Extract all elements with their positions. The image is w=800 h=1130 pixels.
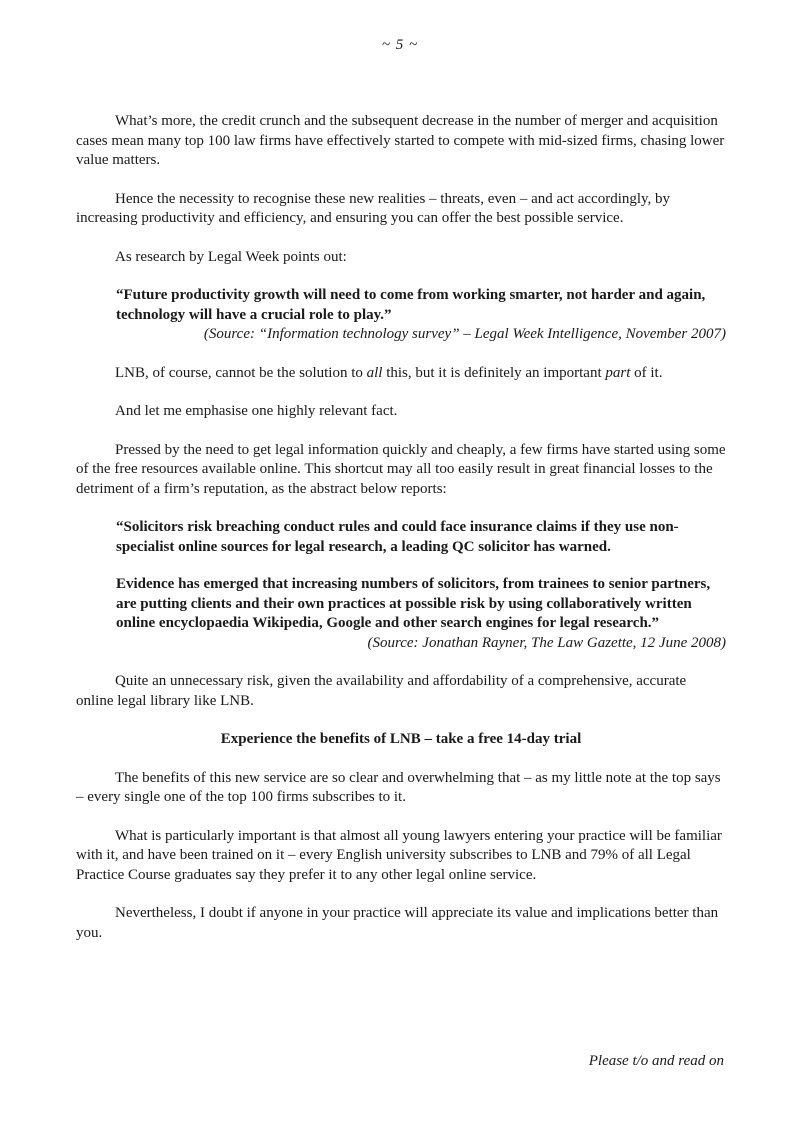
page-number: ~ 5 ~ [381,37,419,53]
quote-solicitors-risk: “Solicitors risk breaching conduct rules and could face insurance claims if they use non-specialist online sources for legal research, a leading QC solicitor has warned. [116,519,679,555]
paragraph-lnb-solution [76,364,726,384]
paragraph-free-resources: Pressed by the need to get legal information quickly and cheaply, a few firms have started using some of the free resources available online. This shortcut may all too easily result in great financial losses to the detriment of a firm’s reputation, as the abstract below reports: [76,441,726,497]
paragraph-nevertheless: Nevertheless, I doubt if anyone in your practice will appreciate its value and implications better than you. [76,905,719,941]
letter-body [76,112,726,962]
emphasis-all: all [366,364,383,381]
section-heading-free-trial: Experience the benefits of LNB – take a free 14-day trial [220,731,582,747]
paragraph-unnecessary-risk: Quite an unnecessary risk, given the availability and affordability of a comprehensive, accurate online legal library like LNB. [76,673,687,709]
paragraph-legal-week-intro: As research by Legal Week points out: [115,248,347,265]
text-segment: of it. [630,364,663,381]
text-segment: this, but it is definitely an important [382,364,606,381]
paragraph-new-realities: Hence the necessity to recognise these new realities – threats, even – and act accordingly, by increasing productivity and efficiency, and ensuring you can offer the best possible service. [76,190,671,226]
emphasis-part: part [605,364,631,381]
paragraph-credit-crunch: What’s more, the credit crunch and the subsequent decrease in the number of merger and acquisition cases mean many top 100 law firms have effectively started to compete with mid-sized firms, chasing lower value matters. [76,113,725,168]
quote-productivity: “Future productivity growth will need to come from working smarter, not harder and again, technology will have a crucial role to play.” [116,287,706,323]
paragraph-young-lawyers: What is particularly important is that almost all young lawyers entering your practice will be familiar with it, and have been trained on it – every English university subscribes to LNB and 79% of all Legal Practice Course graduates say they prefer it to any other legal online service. [76,827,722,883]
paragraph-emphasise-fact: And let me emphasise one highly relevant fact. [115,403,398,419]
footer-turn-over-note: Please t/o and read on [588,1053,724,1069]
text-segment: LNB, of course, cannot be the solution to [115,364,367,381]
quote-source-legal-week: (Source: “Information technology survey” – Legal Week Intelligence, November 2007) [203,326,726,342]
quote-evidence-emerged: Evidence has emerged that increasing numbers of solicitors, from trainees to senior partners, are putting clients and their own practices at possible risk by using collaboratively written online encyclopaedia Wikipedia, Google and other search engines for legal research.” [116,576,711,631]
quote-source-law-gazette: (Source: Jonathan Rayner, The Law Gazette, 12 June 2008) [367,634,726,651]
paragraph-benefits: The benefits of this new service are so clear and overwhelming that – as my little note at the top says – every single one of the top 100 firms subscribes to it. [76,769,721,805]
